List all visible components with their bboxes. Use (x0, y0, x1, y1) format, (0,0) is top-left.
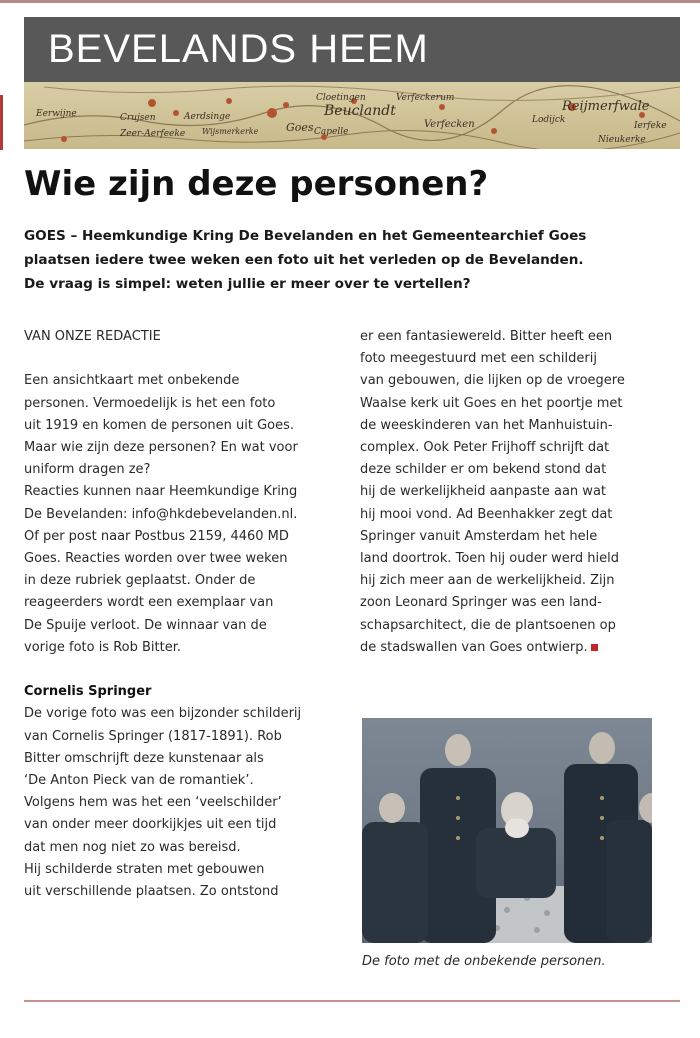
body-line-text: de stadswallen van Goes ontwierp. (360, 639, 588, 655)
byline: VAN ONZE REDACTIE (24, 329, 161, 344)
body-line: uit 1919 en komen de personen uit Goes. (24, 417, 295, 433)
body-line: Of per post naar Postbus 2159, 4460 MD (24, 528, 289, 544)
map-label: Nieukerke (598, 135, 646, 145)
map-label: Verfeckerum (396, 93, 455, 103)
body-line: hij de werkelijkheid aanpaste aan wat (360, 484, 607, 500)
body-line: Hij schilderde straten met gebouwen (24, 861, 265, 877)
body-line: vorige foto is Rob Bitter. (24, 639, 182, 655)
map-label: Wijsmerkerke (202, 127, 259, 136)
article-lead (24, 224, 684, 296)
body-line: land doortrok. Toen hij ouder werd hield (360, 551, 620, 567)
body-line: Reacties kunnen naar Heemkundige Kring (24, 484, 298, 500)
body-line-last (360, 637, 680, 659)
body-line: De Bevelanden: info@hkdebevelanden.nl. (24, 506, 298, 522)
body-line: uit verschillende plaatsen. Zo ontstond (24, 884, 279, 900)
body-line: van Cornelis Springer (1817-1891). Rob (24, 728, 282, 744)
map-label: Eerwijne (36, 109, 77, 119)
body-line: schapsarchitect, die de plantsoenen op (360, 617, 616, 633)
body-line: van gebouwen, die lijken op de vroegere (360, 373, 625, 389)
body-line: Maar wie zijn deze personen? En wat voor (24, 440, 298, 455)
body-line: De Spuije verloot. De winnaar van de (24, 617, 267, 633)
historic-group-photo (362, 718, 652, 943)
body-line: personen. Vermoedelijk is het een foto (24, 395, 276, 411)
lead-line: De vraag is simpel: weten jullie er meer over te vertellen? (24, 276, 471, 292)
body-line: Volgens hem was het een ‘veelschilder’ (24, 795, 282, 811)
body-line: Springer vanuit Amsterdam het hele (360, 528, 598, 544)
body-line: reageerders wordt een exemplaar van (24, 595, 274, 611)
lead-line: GOES – Heemkundige Kring De Bevelanden en het Gemeentearchief Goes (24, 228, 587, 244)
end-mark (591, 644, 598, 651)
body-line: Bitter omschrijft deze kunstenaar als (24, 750, 264, 766)
body-line: er een fantasiewereld. Bitter heeft een (360, 329, 613, 344)
body-line: hij zich meer aan de werkelijkheid. Zijn (360, 573, 615, 589)
map-label: Beuclandt (324, 103, 396, 119)
body-line: foto meegestuurd met een schilderij (360, 351, 597, 367)
bottom-rule (24, 1000, 680, 1002)
body-line: zoon Leonard Springer was een land- (360, 595, 602, 611)
body-line: van onder meer doorkijkjes uit een tijd (24, 817, 277, 833)
body-line: complex. Ook Peter Frijhoff schrijft dat (360, 440, 610, 456)
body-line: de weeskinderen van het Manhuistuin- (360, 417, 613, 433)
map-label: Reijmerfwale (562, 99, 650, 114)
photo-caption: De foto met de onbekende personen. (362, 954, 606, 969)
body-line: De vorige foto was een bijzonder schilderij (24, 706, 302, 722)
column-left (24, 326, 344, 903)
map-label: Capelle (314, 127, 349, 137)
map-label: Crujsen (120, 113, 156, 123)
subheading: Cornelis Springer (24, 684, 152, 700)
map-label: Cloetingen (316, 93, 366, 103)
title-bar (24, 17, 680, 82)
column-right (360, 326, 680, 659)
section-title: BEVELANDS HEEM (48, 27, 429, 71)
map-label: Zeer-Aerfeeke (120, 129, 186, 139)
body-line: uniform dragen ze? (24, 462, 151, 478)
body-line: in deze rubriek geplaatst. Onder de (24, 573, 256, 589)
article-headline: Wie zijn deze personen? (24, 164, 489, 204)
body-line: Een ansichtkaart met onbekende (24, 373, 240, 389)
body-line: Waalse kerk uit Goes en het poortje met (360, 395, 623, 411)
body-line: deze schilder er om bekend stond dat (360, 462, 607, 478)
body-line: Goes. Reacties worden over twee weken (24, 551, 288, 567)
map-label: Verfecken (424, 119, 475, 130)
map-label: Lodijck (532, 115, 566, 125)
header-banner (24, 17, 680, 149)
lead-line: plaatsen iedere twee weken een foto uit het verleden op de Bevelanden. (24, 252, 584, 268)
left-accent-rule (0, 95, 3, 150)
map-label: Aerdsinge (184, 112, 231, 122)
body-line: ‘De Anton Pieck van de romantiek’. (24, 773, 254, 789)
body-line: hij mooi vond. Ad Beenhakker zegt dat (360, 506, 613, 522)
map-label: Goes (286, 121, 314, 134)
map-label: Ierfeke (634, 121, 667, 131)
body-line: dat men nog niet zo was bereisd. (24, 839, 241, 855)
top-rule (0, 0, 700, 3)
photo-figures (362, 718, 652, 943)
